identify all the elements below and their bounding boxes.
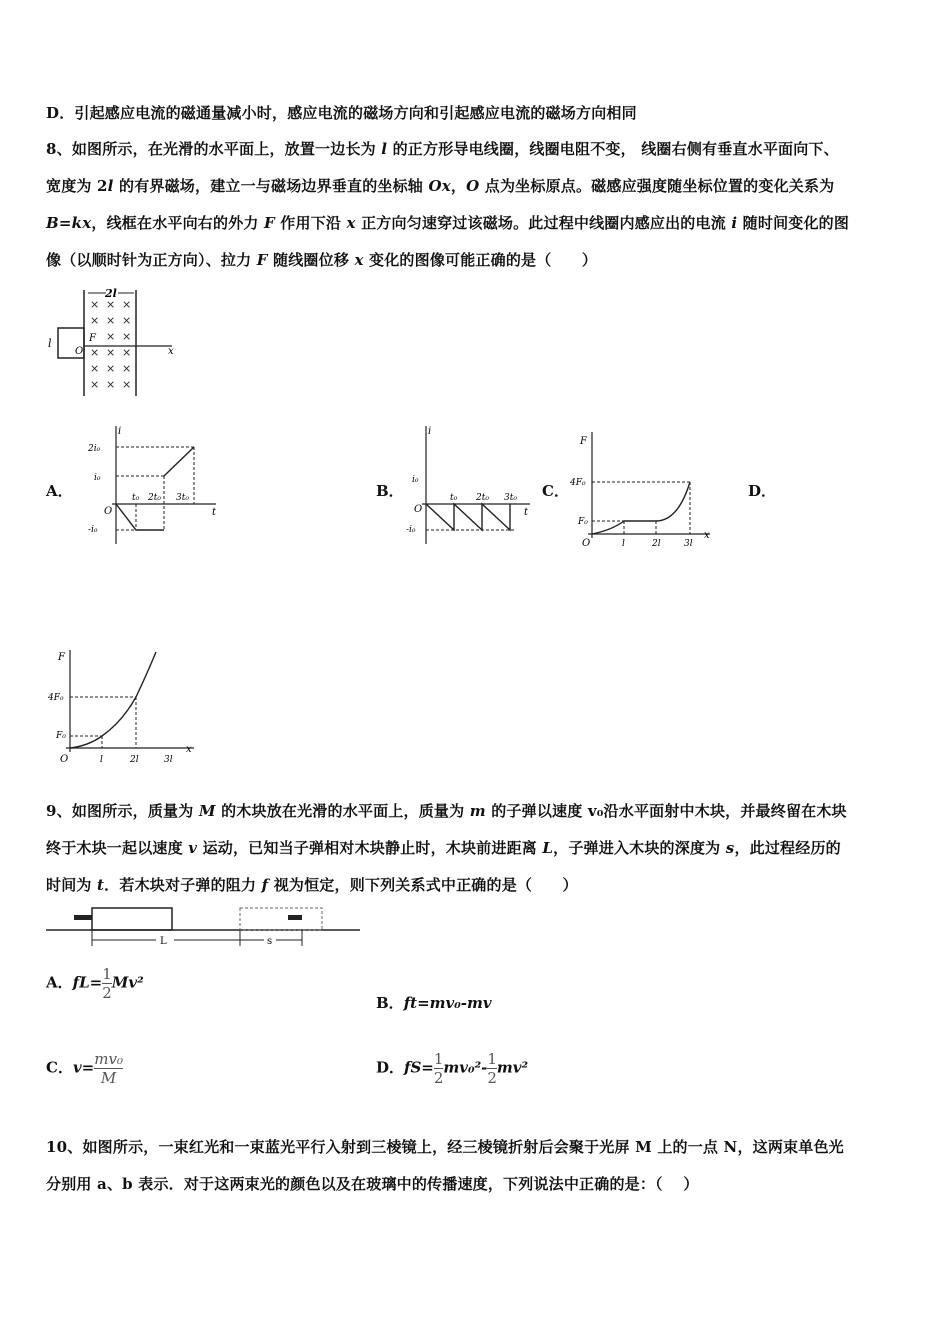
svg-text:F: F xyxy=(58,652,65,663)
svg-text:×: × xyxy=(122,378,132,391)
svg-text:2i₀: 2i₀ xyxy=(88,444,101,454)
svg-text:2l: 2l xyxy=(652,539,661,549)
q8-option-b-label[interactable]: B． xyxy=(376,482,404,500)
q8-graph-d xyxy=(48,642,198,772)
svg-text:O: O xyxy=(104,506,113,517)
q9-label-s: s xyxy=(267,936,273,947)
svg-text:2t₀: 2t₀ xyxy=(476,493,489,503)
q8-graph-c xyxy=(570,426,720,550)
q9-bullet-start xyxy=(74,915,92,920)
svg-text:×: × xyxy=(122,314,132,327)
q9-bullet-end xyxy=(288,915,302,920)
q8-field-crosses xyxy=(90,298,131,391)
svg-text:×: × xyxy=(106,378,116,391)
q9-option-b[interactable]: B．ft=mv₀-mv xyxy=(376,994,492,1012)
svg-text:F₀: F₀ xyxy=(578,517,588,527)
q8-graph-a xyxy=(84,420,224,548)
q8-stem-line1: 8、如图所示，在光滑的水平面上，放置一边长为 l 的正方形导电线圈，线圈电阻不变， 线圈右侧有垂直水平面向下、 xyxy=(46,140,839,158)
q8-stem-line4: 像（以顺时针为正方向）、拉力 F 随线圈位移 x 变化的图像可能正确的是（ ） xyxy=(46,251,598,269)
svg-text:-i₀: -i₀ xyxy=(406,525,416,535)
q8-field-figure xyxy=(44,284,184,400)
svg-text:i: i xyxy=(118,426,122,437)
q10-stem-line1: 10、如图所示，一束红光和一束蓝光平行入射到三棱镜上，经三棱镜折射后会聚于光屏 M 上的一点 N，这两束单色光 xyxy=(46,1138,844,1156)
svg-text:×: × xyxy=(122,298,132,311)
q8-graph-b xyxy=(404,420,534,548)
svg-text:×: × xyxy=(90,362,100,375)
svg-text:x: x xyxy=(186,744,192,755)
q8-fig-force: F xyxy=(89,333,96,344)
svg-text:×: × xyxy=(90,378,100,391)
svg-text:x: x xyxy=(704,530,710,541)
svg-text:i₀: i₀ xyxy=(412,475,419,485)
svg-text:×: × xyxy=(106,314,116,327)
svg-text:t: t xyxy=(524,507,529,518)
svg-text:t₀: t₀ xyxy=(132,493,140,503)
svg-text:2t₀: 2t₀ xyxy=(148,493,161,503)
svg-text:3t₀: 3t₀ xyxy=(504,493,517,503)
q7-option-d[interactable]: D．引起感应电流的磁通量减小时，感应电流的磁场方向和引起感应电流的磁场方向相同 xyxy=(46,104,637,122)
q8-option-d-label[interactable]: D． xyxy=(748,482,777,500)
q9-option-a[interactable]: A．fL= $\frac{1}{2}$ Mv² xyxy=(46,965,144,1002)
svg-text:×: × xyxy=(106,298,116,311)
svg-text:3l: 3l xyxy=(684,539,693,549)
svg-text:×: × xyxy=(106,330,116,343)
q8-fig-origin: O xyxy=(75,346,84,357)
q9-block-start xyxy=(92,908,172,930)
svg-text:×: × xyxy=(90,298,100,311)
q9-option-c[interactable]: C．v= $\frac{\text{mv₀}}{M}$ xyxy=(46,1050,123,1087)
q9-stem-line2: 终于木块一起以速度 v 运动，已知当子弹相对木块静止时，木块前进距离 L，子弹进入木块的深度为 s，此过程经历的 xyxy=(46,839,841,857)
svg-text:F₀: F₀ xyxy=(56,731,66,741)
q9-stem-line3: 时间为 t．若木块对子弹的阻力 f 视为恒定，则下列关系式中正确的是（ ） xyxy=(46,876,578,894)
svg-text:i: i xyxy=(428,426,432,437)
svg-text:O: O xyxy=(582,538,591,549)
svg-text:-i₀: -i₀ xyxy=(88,525,98,535)
q8-stem-line3: B=kx，线框在水平向右的外力 F 作用下沿 x 正方向匀速穿过该磁场。此过程中线圈内感应出的电流 i 随时间变化的图 xyxy=(46,214,850,232)
q9-block-figure xyxy=(44,904,364,952)
svg-text:×: × xyxy=(122,362,132,375)
q8-stem-line2: 宽度为 2l 的有界磁场，建立一与磁场边界垂直的坐标轴 Ox，O 点为坐标原点。磁感应强度随坐标位置的变化关系为 xyxy=(46,177,835,195)
q9-stem-line1: 9、如图所示，质量为 M 的木块放在光滑的水平面上，质量为 m 的子弹以速度 v₀沿水平面射中木块，并最终留在木块 xyxy=(46,802,847,820)
q8-option-a-label[interactable]: A． xyxy=(46,482,73,500)
svg-text:2l: 2l xyxy=(130,755,139,765)
svg-text:O: O xyxy=(414,504,423,515)
q9-block-end xyxy=(240,908,322,930)
svg-text:F: F xyxy=(580,436,587,447)
q8-fig-side-label: l xyxy=(48,337,52,350)
svg-text:O: O xyxy=(60,754,69,765)
svg-text:4F₀: 4F₀ xyxy=(570,478,586,488)
svg-text:×: × xyxy=(106,362,116,375)
svg-text:4F₀: 4F₀ xyxy=(48,693,64,703)
svg-text:3l: 3l xyxy=(164,755,173,765)
svg-text:i₀: i₀ xyxy=(94,473,101,483)
svg-text:×: × xyxy=(90,346,100,359)
svg-text:l: l xyxy=(100,755,103,765)
svg-text:×: × xyxy=(122,346,132,359)
svg-text:l: l xyxy=(622,539,625,549)
svg-text:3t₀: 3t₀ xyxy=(176,493,189,503)
svg-text:×: × xyxy=(90,314,100,327)
q8-option-c-label[interactable]: C． xyxy=(542,482,569,500)
q8-fig-width-label: 2l xyxy=(105,287,117,300)
svg-text:t: t xyxy=(212,507,217,518)
q9-label-L: L xyxy=(160,936,167,947)
svg-text:t₀: t₀ xyxy=(450,493,458,503)
q9-option-d[interactable]: D．fS= $\frac{1}{2}$ mv₀²- $\frac{1}{2}$ mv² xyxy=(376,1050,529,1087)
svg-text:×: × xyxy=(122,330,132,343)
q8-fig-axis-label: x xyxy=(168,346,174,357)
q10-stem-line2: 分别用 a、b 表示．对于这两束光的颜色以及在玻璃中的传播速度，下列说法中正确的是：（ ） xyxy=(46,1175,699,1193)
svg-text:×: × xyxy=(106,346,116,359)
